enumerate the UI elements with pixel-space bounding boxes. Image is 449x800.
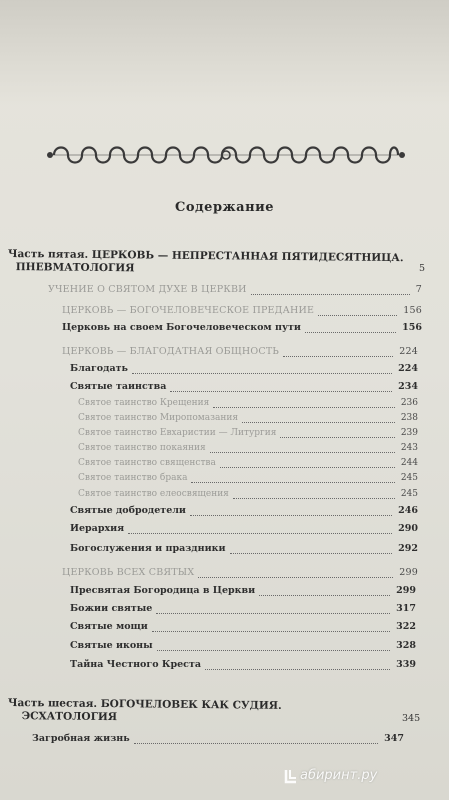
toc-entry-page: 299 [396,585,416,596]
toc-entry-label: Загробная жизнь [32,733,130,744]
toc-leader-dots [152,630,390,632]
toc-leader-dots [170,390,392,392]
toc-leader-dots [157,649,390,651]
toc-leader-dots [233,497,395,499]
part-five-toc-entry [62,345,440,359]
toc-entry-page: 7 [415,284,422,295]
part-five-toc-entry [70,380,440,394]
part-five-toc-entry [62,304,444,318]
part-five-toc-entry [70,362,440,376]
toc-leader-dots [230,552,393,554]
page-top-shadow [0,0,449,105]
part-five-toc-entry [48,283,444,297]
toc-entry-label: Церковь на своем Богочеловеческом пути [62,322,301,333]
toc-leader-dots [205,668,390,670]
toc-entry-label: ЦЕРКОВЬ — БОГОЧЕЛОВЕЧЕСКОЕ ПРЕДАНИЕ [62,305,315,316]
part-six-title [7,697,421,727]
part-five-toc-entry [70,522,440,536]
toc-leader-dots [220,466,395,468]
toc-leader-dots [283,355,393,357]
toc-entry-label: Святое таинство Крещения [78,398,210,408]
toc-entry-label: ЦЕРКОВЬ ВСЕХ СВЯТЫХ [62,567,195,578]
toc-leader-dots [134,742,378,744]
toc-leader-dots [191,481,394,483]
part-five-toc-entry [70,639,438,653]
toc-entry-label: Богослужения и праздники [70,543,226,554]
toc-entry-page: 299 [399,567,418,578]
part-five-title-line2: ПНЕВМАТОЛОГИЯ [15,261,135,275]
toc-entry-label: Святое таинство елеосвящения [78,489,229,499]
toc-leader-dots [210,451,395,453]
part-five-toc-entry [70,658,438,672]
part-five-page: 5 [419,263,426,274]
toc-entry-label: Святое таинство Миропомазания [78,413,239,423]
toc-entry-label: Иерархия [70,523,125,534]
toc-leader-dots [132,372,392,374]
toc-leader-dots [251,293,410,295]
toc-entry-page: 156 [402,322,422,333]
part-five-toc-entry [70,602,438,616]
toc-entry-label: УЧЕНИЕ О СВЯТОМ ДУХЕ В ЦЕРКВИ [48,284,247,295]
part-five-toc-entry [78,456,440,470]
toc-leader-dots [156,612,390,614]
toc-entry-label: Тайна Честного Креста [70,659,201,670]
toc-entry-page: 239 [400,428,418,438]
part-six-title-line2: ЭСХАТОЛОГИЯ [21,710,118,724]
ornamental-header-border [46,140,406,170]
part-five-toc-entry [70,504,440,518]
part-five-title [8,248,418,278]
toc-entry-label: Святое таинство брака [78,473,188,483]
toc-entry-label: Святые иконы [70,640,153,651]
toc-leader-dots [280,436,394,438]
toc-entry-label: Святое таинство священства [78,458,216,468]
toc-leader-dots [213,406,394,408]
part-six-title-line1: Часть шестая. БОГОЧЕЛОВЕК КАК СУДИЯ. [7,697,282,712]
toc-entry-label: Святые таинства [70,381,167,392]
watermark: абиринт.ру [300,768,378,783]
toc-entry-page: 243 [400,443,418,453]
part-five-title-line1: Часть пятая. ЦЕРКОВЬ — НЕПРЕСТАННАЯ ПЯТИДЕСЯТНИЦА. [7,248,404,265]
part-five-toc-entry [78,411,440,425]
part-five-toc-entry [78,487,440,501]
part-five-toc-entry [70,620,438,634]
page-title: Содержание [174,200,275,215]
toc-leader-dots [128,532,392,534]
toc-entry-label: Пресвятая Богородица в Церкви [70,585,256,596]
toc-entry-page: 245 [400,489,418,499]
toc-entry-page: 244 [400,458,418,468]
toc-entry-page: 224 [398,363,418,374]
toc-entry-page: 317 [396,603,416,614]
part-six-toc-entry [32,732,426,746]
toc-entry-page: 290 [398,523,418,534]
toc-leader-dots [259,594,390,596]
toc-entry-page: 339 [396,659,416,670]
toc-entry-page: 246 [398,505,418,516]
part-five-toc-entry [62,566,440,580]
toc-leader-dots [318,314,397,316]
toc-entry-label: Святое таинство покаяния [78,443,206,453]
toc-entry-label: Божии святые [70,603,153,614]
toc-leader-dots [305,331,396,333]
part-five-toc-entry [78,441,440,455]
toc-leader-dots [242,421,395,423]
part-five-toc-entry [70,584,438,598]
toc-entry-label: Святое таинство Евхаристии — Литургия [78,428,277,438]
toc-entry-label: Благодать [70,363,128,374]
toc-leader-dots [190,514,392,516]
toc-entry-page: 234 [398,381,418,392]
toc-entry-page: 156 [403,305,422,316]
part-six-page: 345 [402,713,421,724]
toc-entry-page: 245 [400,473,418,483]
toc-entry-label: ЦЕРКОВЬ — БЛАГОДАТНАЯ ОБЩНОСТЬ [62,346,279,357]
part-five-toc-entry [70,542,440,556]
toc-leader-dots [198,576,393,578]
toc-entry-page: 328 [396,640,416,651]
toc-entry-label: Святые мощи [70,621,148,632]
part-five-toc-entry [78,471,440,485]
toc-entry-page: 347 [384,733,404,744]
labirint-logo-icon [284,768,298,784]
toc-entry-page: 236 [400,398,418,408]
part-five-toc-entry [62,321,444,335]
toc-entry-page: 292 [398,543,418,554]
part-five-toc-entry [78,396,440,410]
toc-entry-page: 224 [399,346,418,357]
toc-entry-label: Святые добродетели [70,505,186,516]
part-five-toc-entry [78,426,440,440]
toc-entry-page: 322 [396,621,416,632]
toc-entry-page: 238 [400,413,418,423]
